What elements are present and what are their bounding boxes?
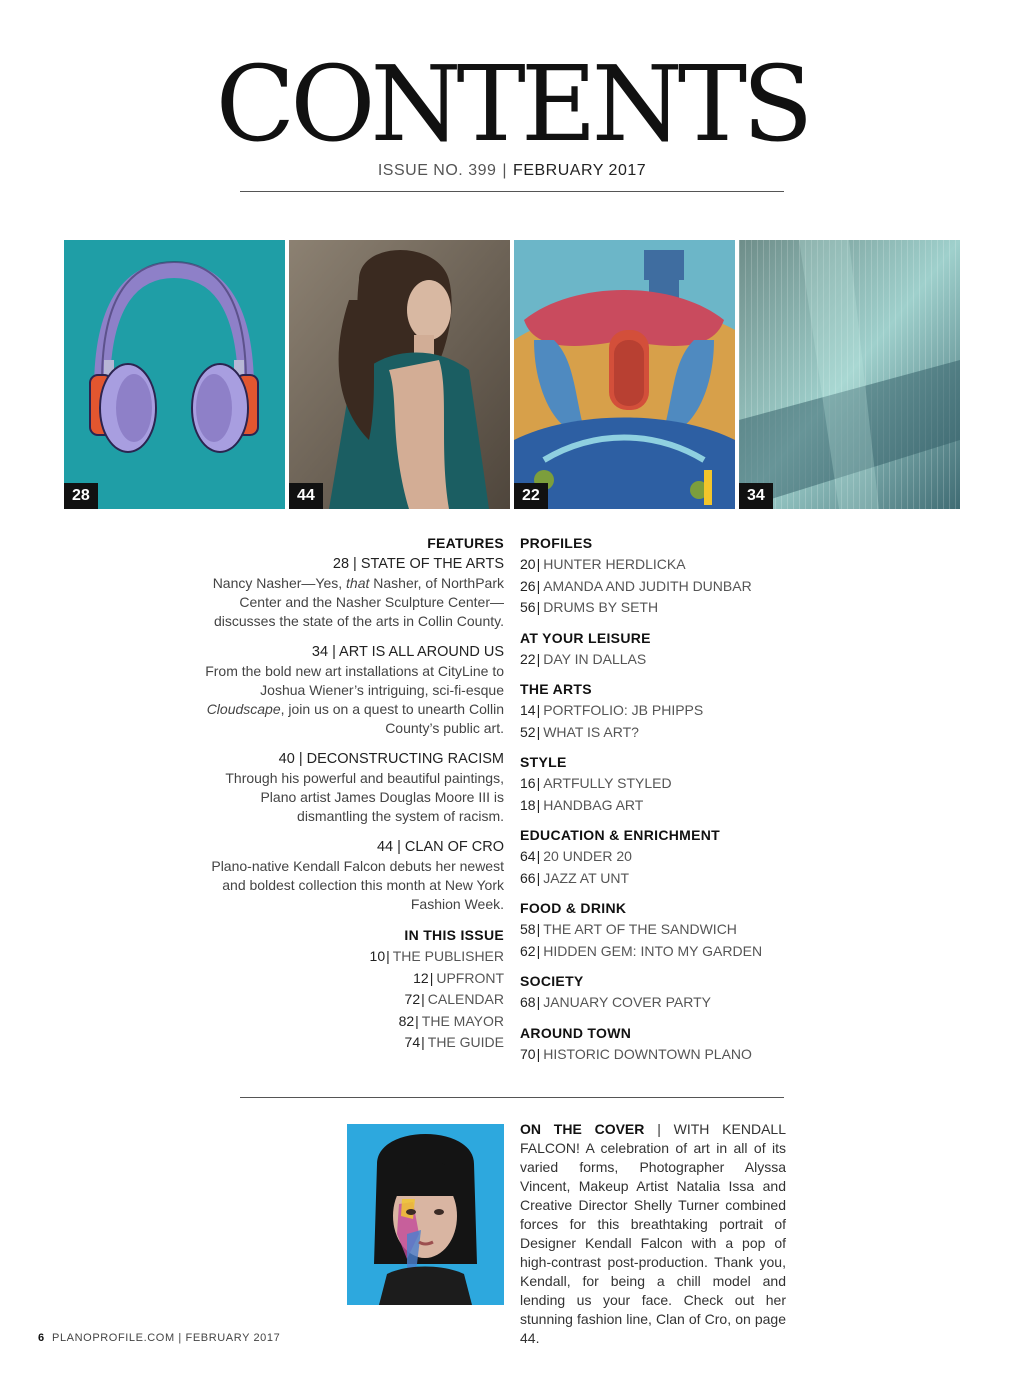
photo-glass[interactable] [739, 240, 960, 509]
section-heading: SOCIETY [520, 973, 584, 989]
toc-item[interactable]: 16| ARTFULLY STYLED [520, 775, 672, 791]
cover-title: ON THE COVER [520, 1121, 645, 1137]
footer-separator: | [178, 1332, 182, 1344]
header-rule [240, 191, 784, 192]
footer-date: FEBRUARY 2017 [185, 1332, 281, 1344]
toc-item[interactable]: 20| HUNTER HERDLICKA [520, 556, 686, 572]
cover-photo[interactable] [347, 1124, 504, 1305]
glass-installation [739, 240, 960, 509]
photo-headphones[interactable] [64, 240, 285, 509]
feature-item[interactable] [196, 642, 504, 738]
page-badge: 34 [739, 483, 773, 509]
page-footer [38, 1332, 280, 1344]
sections-column [520, 533, 820, 1065]
issue-date: FEBRUARY 2017 [513, 162, 647, 179]
toc-item[interactable]: 74| THE GUIDE [404, 1034, 504, 1050]
feature-item[interactable] [196, 749, 504, 826]
section-heading: AT YOUR LEISURE [520, 629, 651, 646]
feature-body: Through his powerful and beautiful paintings, Plano artist James Douglas Moore III is dismantling the system of racism. [225, 770, 504, 824]
feature-title: 40 | DECONSTRUCTING RACISM [278, 751, 504, 767]
toc-item[interactable]: 82| THE MAYOR [398, 1012, 504, 1029]
feature-body: Plano-native Kendall Falcon debuts her newest and boldest collection this month at New York Fashion Week. [211, 858, 504, 912]
toc-item[interactable]: 56| DRUMS BY SETH [520, 599, 659, 615]
cover-rule [240, 1097, 784, 1098]
section-heading: STYLE [520, 754, 567, 770]
toc-item[interactable]: 18| HANDBAG ART [520, 796, 644, 813]
cover-body: A celebration of art in all of its varied forms, Photographer Alyssa Vincent, Makeup Artist Natalia Issa and Creative Director Shelly Turner combined forces for this breathtaking portrait of Designer Kendall Falcon with a pop of high-contrast post-production. Thank you, Kendall, for being a chill model and lending us your face. Check out her stunning fashion line, Clan of Cro, on page 44. [520, 1140, 787, 1346]
woman-portrait [289, 240, 510, 509]
mural [514, 240, 735, 509]
section-heading: AROUND TOWN [520, 1024, 632, 1041]
toc-item[interactable]: 14| PORTFOLIO: JB PHIPPS [520, 702, 704, 718]
issue-separator: | [502, 162, 508, 179]
cover-portrait [347, 1124, 504, 1305]
toc-item[interactable]: 72| CALENDAR [404, 991, 504, 1007]
feature-title: 44 | CLAN OF CRO [376, 839, 504, 855]
toc-item[interactable]: 62| HIDDEN GEM: INTO MY GARDEN [520, 942, 763, 959]
cover-separator: | [657, 1121, 674, 1137]
feature-title: 28 | STATE OF THE ARTS [332, 556, 504, 572]
issue-number: ISSUE NO. 399 [377, 162, 497, 179]
in-this-issue-heading: IN THIS ISSUE [404, 927, 504, 943]
toc-item[interactable]: 12| UPFRONT [413, 969, 504, 986]
feature-body: From the bold new art installations at CityLine to Joshua Wiener’s intriguing, sci-fi-esque Cloudscape, join us on a quest to unearth Collin County’s public art. [205, 663, 504, 736]
feature-title: 34 | ART IS ALL AROUND US [311, 644, 504, 660]
photo-mural[interactable] [514, 240, 735, 509]
section-heading: FOOD & DRINK [520, 900, 627, 916]
feature-item[interactable] [196, 837, 504, 914]
toc-item[interactable]: 70| HISTORIC DOWNTOWN PLANO [520, 1045, 752, 1062]
issue-line [0, 162, 1024, 180]
feature-item[interactable] [196, 554, 504, 631]
page-badge: 28 [64, 483, 98, 509]
section-heading: THE ARTS [520, 681, 592, 697]
footer-site[interactable]: PLANOPROFILE.COM [52, 1332, 175, 1344]
toc-item[interactable]: 52| WHAT IS ART? [520, 723, 639, 740]
features-column [196, 533, 504, 1054]
photo-woman[interactable] [289, 240, 510, 509]
headphones-illustration [64, 240, 285, 509]
toc-item[interactable]: 68| JANUARY COVER PARTY [520, 994, 712, 1010]
toc-item[interactable]: 66| JAZZ AT UNT [520, 869, 630, 886]
toc-item[interactable]: 64| 20 UNDER 20 [520, 848, 632, 864]
toc-item[interactable]: 10| THE PUBLISHER [369, 948, 504, 964]
page-number: 6 [38, 1332, 45, 1344]
section-heading: EDUCATION & ENRICHMENT [520, 827, 721, 843]
page-badge: 44 [289, 483, 323, 509]
page-badge: 22 [514, 483, 548, 509]
page-title: CONTENTS [215, 43, 809, 165]
toc-item[interactable]: 22| DAY IN DALLAS [520, 650, 647, 667]
section-heading: PROFILES [520, 535, 593, 551]
feature-body: Nancy Nasher—Yes, that Nasher, of NorthPark Center and the Nasher Sculpture Center—discusses the state of the arts in Collin County. [212, 575, 504, 629]
toc-item[interactable]: 26| AMANDA AND JUDITH DUNBAR [520, 577, 752, 594]
cover-subtitle: WITH KENDALL FALCON! [520, 1121, 786, 1156]
cover-story [520, 1120, 786, 1348]
toc-item[interactable]: 58| THE ART OF THE SANDWICH [520, 921, 737, 937]
features-heading: FEATURES [427, 535, 504, 551]
